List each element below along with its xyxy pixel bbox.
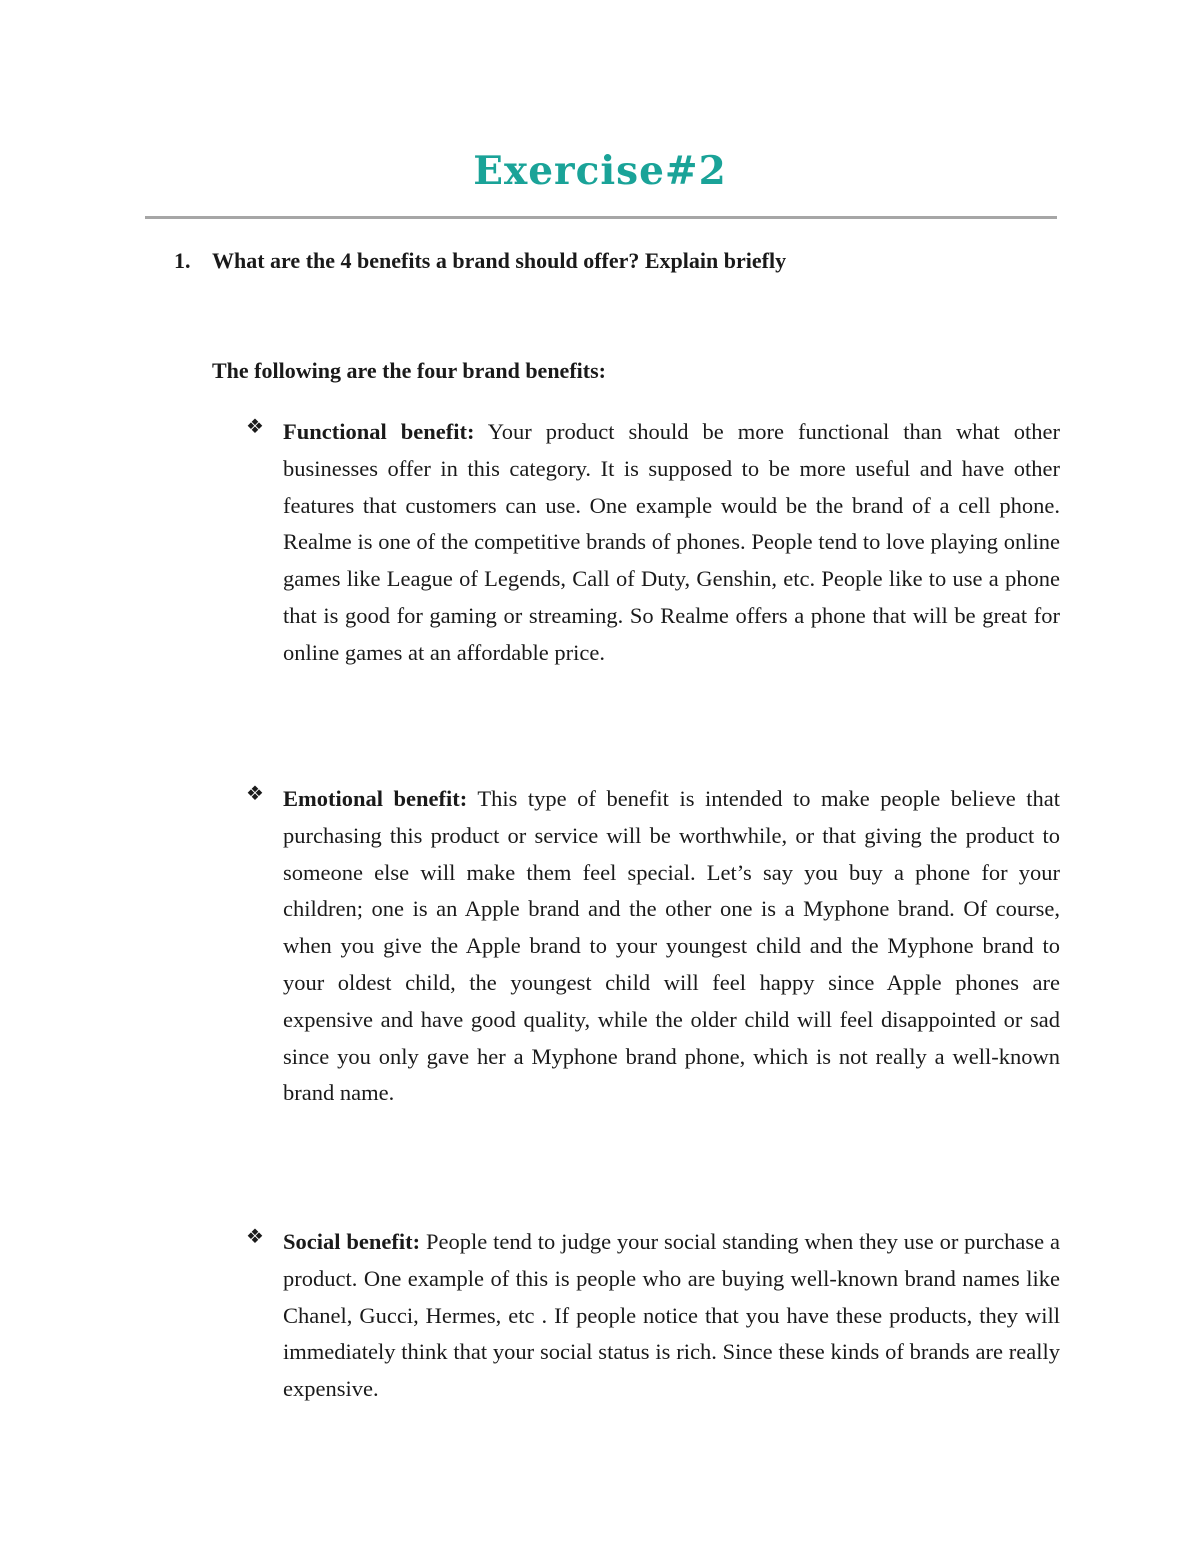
benefit-paragraph [283, 1224, 1060, 1408]
answer-intro: The following are the four brand benefits: [212, 358, 606, 383]
title-divider [145, 216, 1057, 219]
benefit-text: Your product should be more functional than what other businesses offer in this category. It is supposed to be more useful and have other features that customers can use. One example would be the brand of a cell phone. Realme is one of the competitive brands of phones. People tend to love playing online games like League of Legends, Call of Duty, Genshin, etc. People like to use a phone that is good for gaming or streaming. So Realme offers a phone that will be great for online games at an affordable price. [283, 419, 1060, 665]
benefit-label: Social benefit: [283, 1229, 421, 1254]
diamond-bullet-icon: ❖ [246, 1224, 264, 1248]
benefit-paragraph [283, 781, 1060, 1112]
page-title: Exercise#2 [473, 148, 727, 194]
benefit-label: Emotional benefit: [283, 786, 468, 811]
question-number: 1. [174, 248, 191, 273]
diamond-bullet-icon: ❖ [246, 781, 264, 805]
benefit-text: This type of benefit is intended to make people believe that purchasing this product or service will be worthwhile, or that giving the product to someone else will make them feel special. Let’s say you buy a phone for your children; one is an Apple brand and the other one is a Myphone brand. Of course, when you give the Apple brand to your youngest child and the Myphone brand to your oldest child, the youngest child will feel happy since Apple phones are expensive and have good quality, while the older child will feel disappointed or sad since you only gave her a Myphone brand phone, which is not really a well-known brand name. [283, 786, 1060, 1106]
question-text: What are the 4 benefits a brand should offer? Explain briefly [212, 248, 787, 273]
benefit-label: Functional benefit: [283, 419, 475, 444]
benefit-text: People tend to judge your social standing when they use or purchase a product. One example of this is people who are buying well-known brand names like Chanel, Gucci, Hermes, etc . If people notice that you have these products, they will immediately think that your social status is rich. Since these kinds of brands are really expensive. [283, 1229, 1060, 1402]
diamond-bullet-icon: ❖ [246, 414, 264, 438]
benefit-paragraph [283, 414, 1060, 672]
